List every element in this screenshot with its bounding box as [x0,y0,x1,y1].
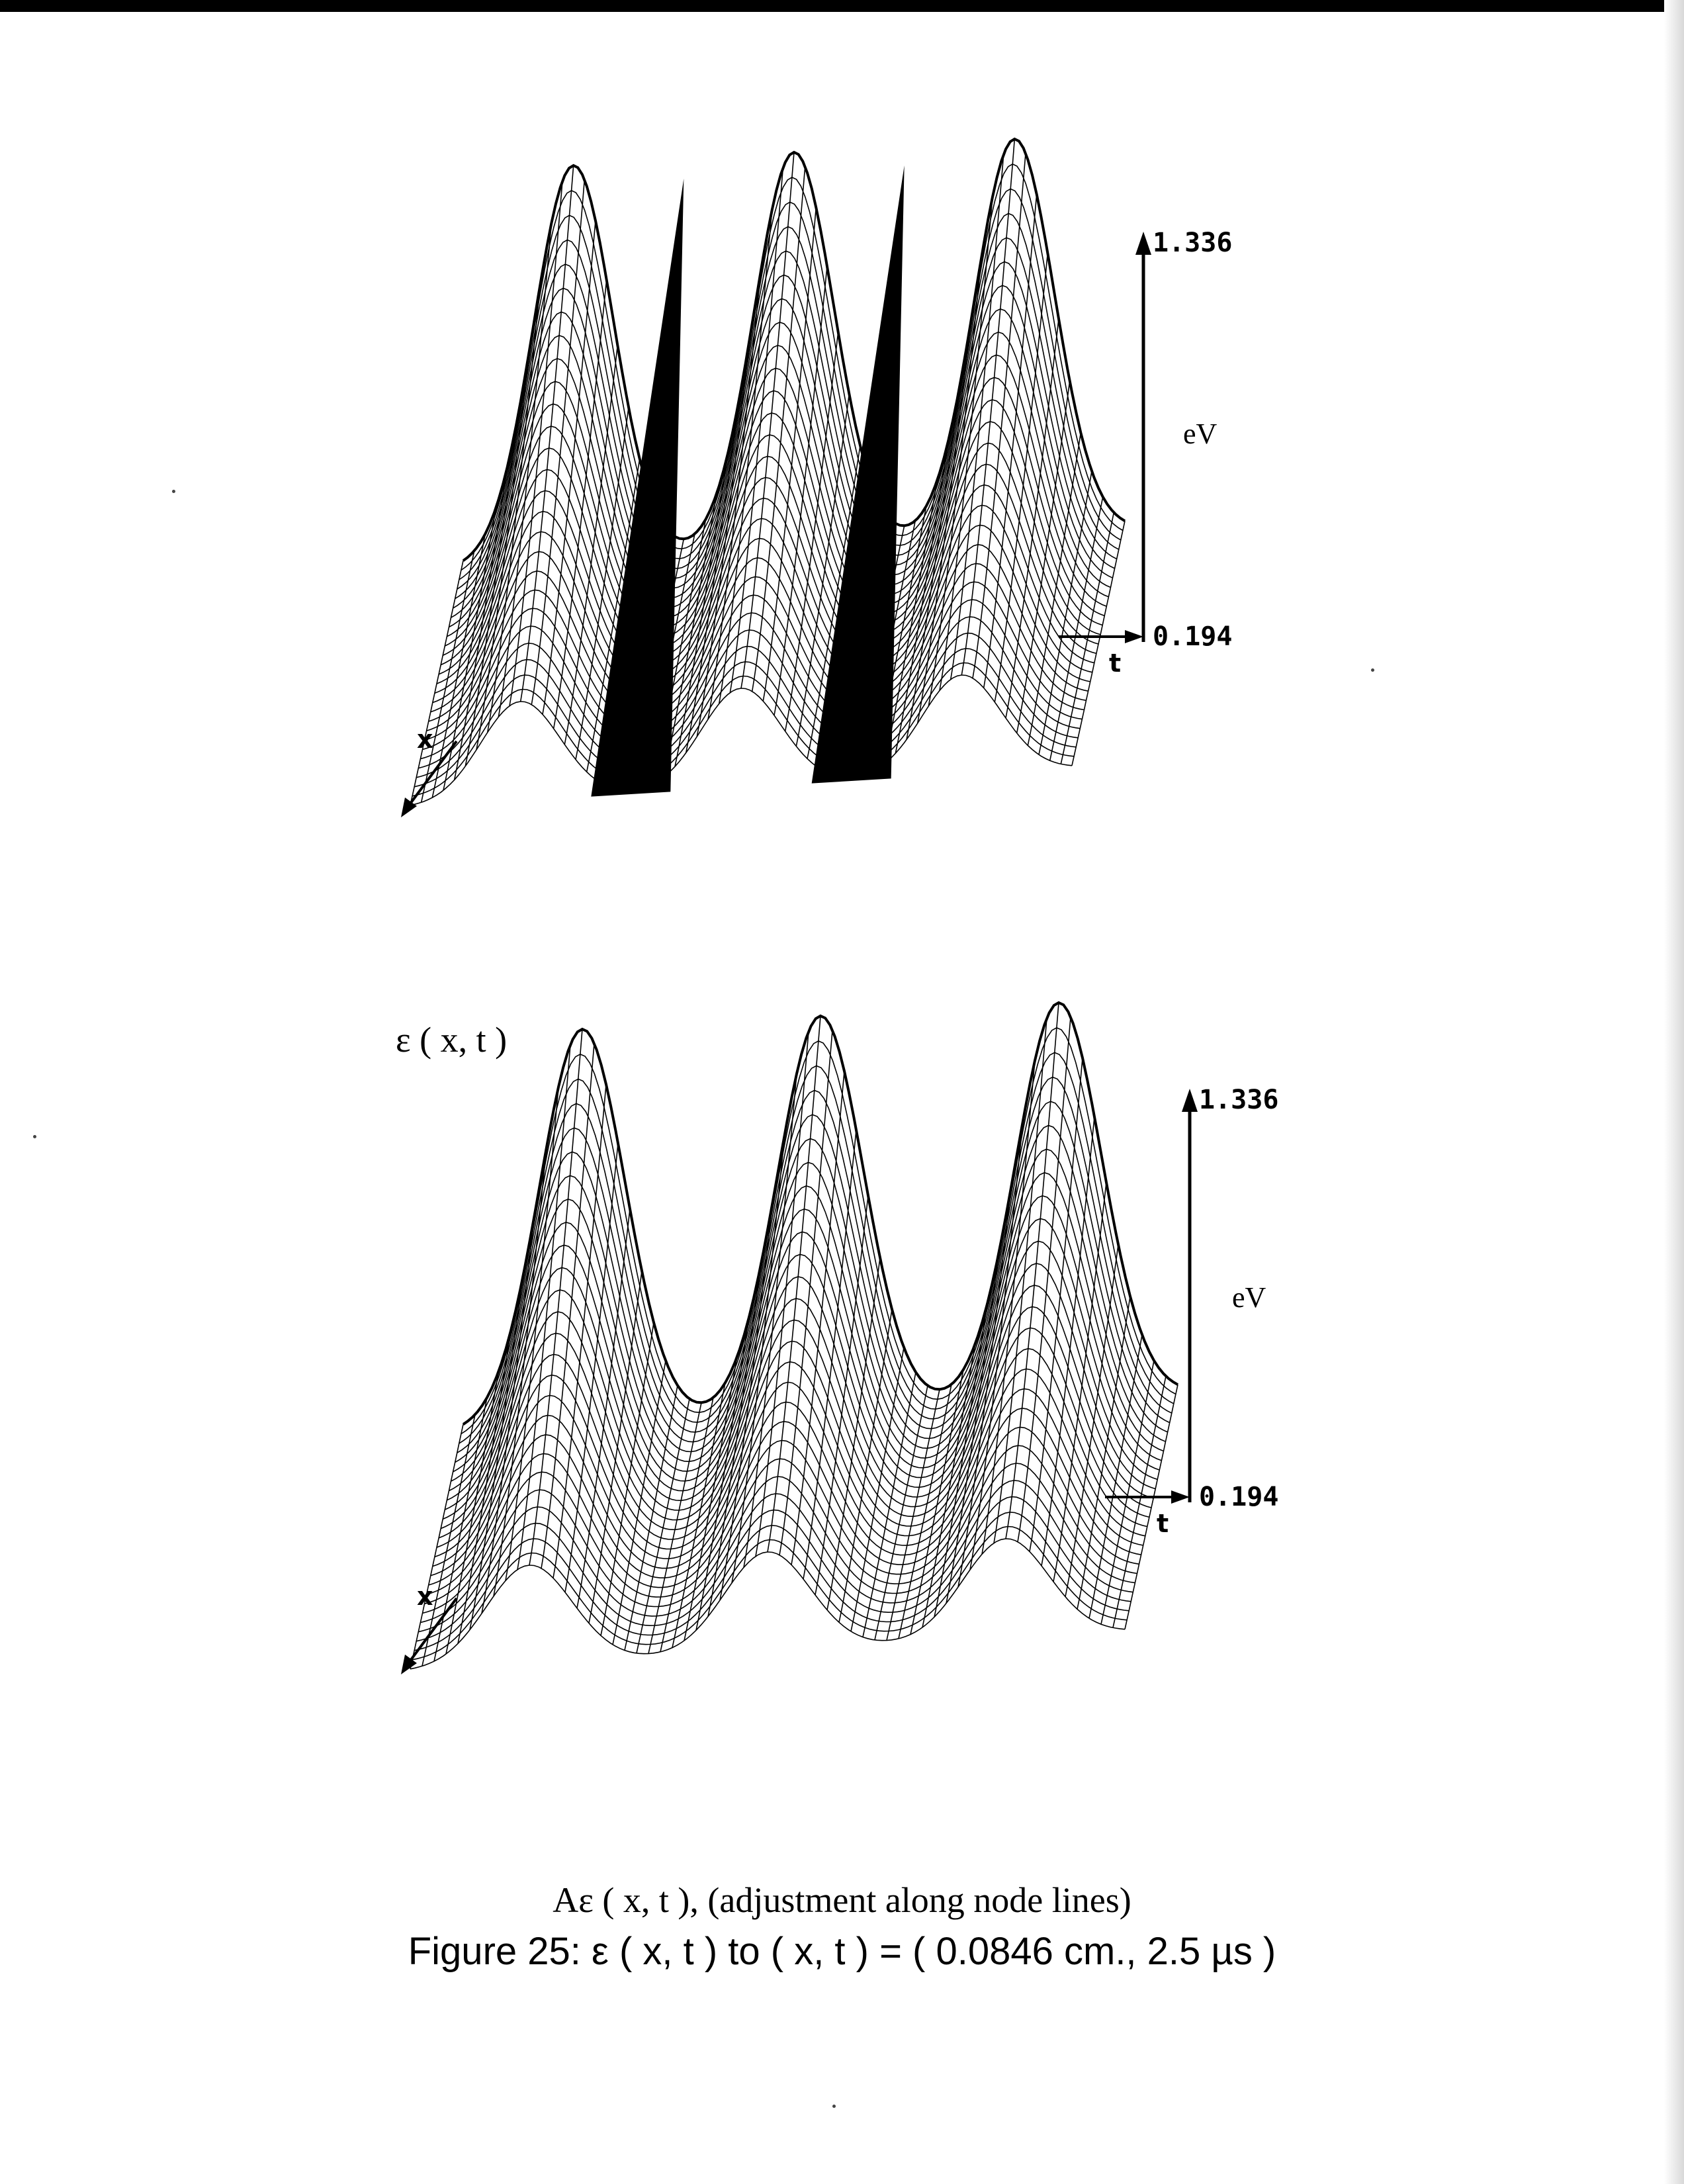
mesh-line-t [1053,1183,1106,1582]
figure-caption: Figure 25: ε ( x, t ) to ( x, t ) = ( 0.0846 cm., 2.5 µs ) [408,1930,1276,1973]
mesh-line-t [815,1196,868,1595]
mesh-line-x [418,1480,1133,1632]
mesh-line-t [1072,521,1125,766]
z-axis [1182,1089,1198,1502]
mesh-line-x [420,1463,1135,1623]
mesh-line-x [423,1445,1137,1613]
mesh-line-x [427,1408,1141,1594]
mesh-line-x [455,238,1117,598]
scan-speck [1371,668,1374,672]
z-max-label: 1.336 [1153,228,1233,258]
t-axis [1105,1490,1190,1504]
mesh-line-x [416,1497,1131,1641]
mesh-line-x [410,675,1072,805]
scan-speck [172,490,175,493]
scan-speck [33,1135,36,1138]
surface-mesh [410,139,1125,805]
mesh-line-x [457,214,1119,590]
surface-plot-bottom-svg [0,1023,1684,1982]
scan-top-edge [0,0,1684,12]
mesh-line-x [412,1527,1127,1660]
mesh-line-x [418,617,1080,768]
mesh-line-x [425,1427,1139,1604]
mesh-line-x [427,545,1088,731]
z-unit-label: eV [1232,1281,1266,1314]
scan-speck [832,2105,836,2108]
mesh-line-t [601,1322,654,1635]
z-min-label: 0.194 [1153,621,1233,652]
surface-plot-top-svg [0,165,1684,1125]
surface-plot-bottom [0,1023,1684,1982]
mesh-line-t [1101,1361,1154,1624]
surface-mesh [410,1003,1178,1669]
mesh-line-t [1061,512,1114,764]
z-min-label: 0.194 [1199,1482,1279,1512]
surface-plot-top [0,165,1684,1125]
mesh-line-x [414,1512,1129,1651]
z-unit-label: eV [1183,418,1218,450]
mesh-line-t [1089,1335,1142,1618]
t-axis-label: t [1157,1509,1169,1538]
t-axis-label: t [1109,649,1122,678]
z-axis [1135,232,1151,642]
plot-title-epsilon: ε ( x, t ) [396,1020,508,1060]
mesh-line-x [416,633,1078,778]
mesh-line-t [1077,1297,1130,1610]
mesh-line-x [410,1539,1125,1669]
x-axis-label: x [417,1582,433,1611]
z-max-label: 1.336 [1199,1085,1279,1115]
mesh-line-t [839,1309,892,1622]
mesh-line-t [577,1209,630,1608]
mesh-line-x [414,649,1076,787]
mesh-line-x [412,663,1074,796]
caption-line-1: Aε ( x, t ), (adjustment along node lines) [553,1880,1131,1920]
mesh-line-x [423,582,1085,749]
mesh-line-x [420,600,1082,759]
mesh-line-x [425,563,1086,740]
mesh-line-t [410,1424,463,1669]
mesh-line-t [446,1371,499,1654]
x-axis-label: x [417,725,433,754]
